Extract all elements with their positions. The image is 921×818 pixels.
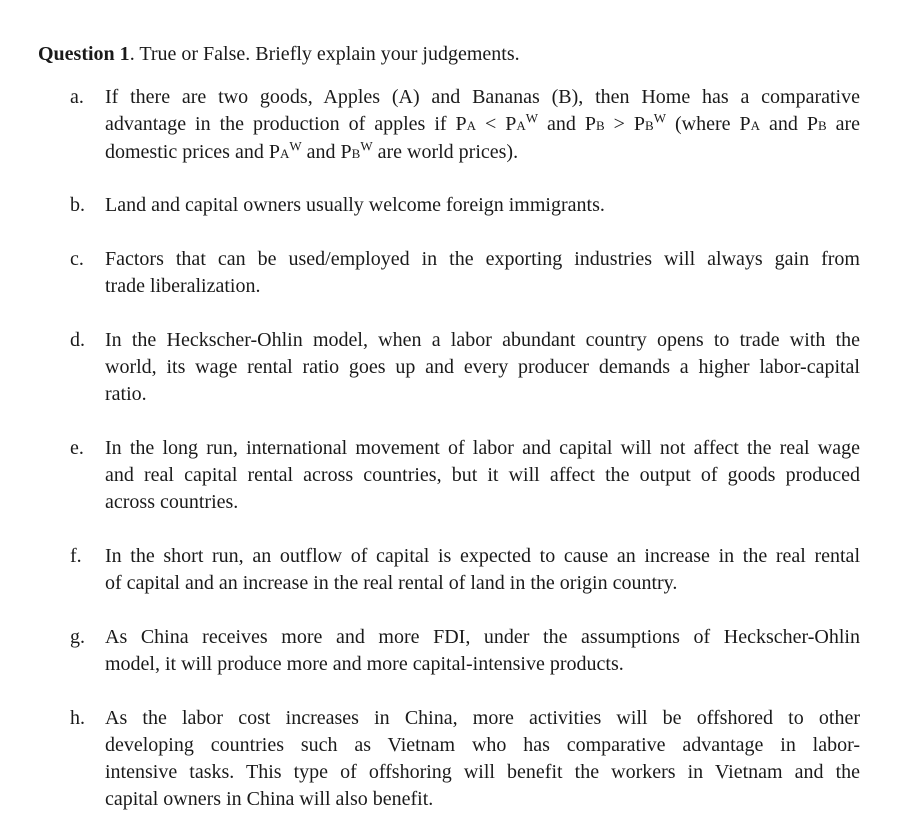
item-letter: a. bbox=[70, 86, 84, 108]
item-text bbox=[105, 327, 860, 408]
item-letter: e. bbox=[70, 437, 84, 459]
item-letter: h. bbox=[70, 707, 85, 729]
item-line: ratio. bbox=[105, 383, 147, 405]
text-run: < P bbox=[476, 113, 517, 135]
subscript: B bbox=[645, 118, 654, 133]
item-line: capital owners in China will also benefit. bbox=[105, 788, 434, 810]
item-letter: g. bbox=[70, 626, 85, 648]
item-line: In the short run, an outflow of capital is expected to cause an increase in the real rental bbox=[105, 545, 860, 567]
text-run: (where P bbox=[666, 113, 751, 135]
item-line: across countries. bbox=[105, 491, 239, 513]
item-line: trade liberalization. bbox=[105, 275, 261, 297]
text-run: and P bbox=[759, 113, 818, 135]
item-line: intensive tasks. This type of offshoring will benefit the workers in Vietnam and the bbox=[105, 761, 860, 783]
item-text bbox=[105, 624, 860, 678]
item-line bbox=[105, 139, 860, 167]
question-item-g bbox=[70, 624, 860, 678]
subscript: A bbox=[279, 146, 290, 161]
item-letter: d. bbox=[70, 329, 85, 351]
text-run: > P bbox=[604, 113, 646, 135]
item-line: world, its wage rental ratio goes up and every producer demands a higher labor-capital bbox=[105, 356, 860, 378]
item-line: developing countries such as Vietnam who has comparative advantage in labor- bbox=[105, 734, 860, 756]
text-run: domestic prices and P bbox=[105, 141, 280, 163]
subscript: B bbox=[351, 146, 361, 161]
item-text bbox=[105, 192, 860, 219]
item-line: In the long run, international movement of labor and capital will not affect the real wage bbox=[105, 437, 860, 459]
subscript: A bbox=[516, 118, 526, 133]
question-item-a bbox=[70, 84, 860, 167]
text-run: advantage in the production of apples if P bbox=[105, 113, 467, 135]
question-item-b bbox=[70, 192, 860, 219]
item-line: of capital and an increase in the real rental of land in the origin country. bbox=[105, 572, 678, 594]
text-run: are world prices). bbox=[372, 141, 519, 163]
subscript: A bbox=[750, 118, 760, 133]
item-line: Factors that can be used/employed in the exporting industries will always gain from bbox=[105, 248, 860, 270]
question-item-f bbox=[70, 543, 860, 597]
item-text bbox=[105, 705, 860, 813]
item-letter: b. bbox=[70, 194, 85, 216]
item-line bbox=[105, 111, 860, 139]
item-line: model, it will produce more and more capital-intensive products. bbox=[105, 653, 624, 675]
question-instruction: . True or False. Briefly explain your judgements. bbox=[129, 43, 520, 65]
item-text bbox=[105, 246, 860, 300]
question-label: Question 1 bbox=[38, 43, 130, 65]
item-line: and real capital rental across countries, but it will affect the output of goods produced bbox=[105, 464, 860, 486]
item-text bbox=[105, 84, 860, 167]
question-heading bbox=[38, 41, 520, 68]
text-run: and P bbox=[538, 113, 597, 135]
item-letter: f. bbox=[70, 545, 82, 567]
item-line: As China receives more and more FDI, under the assumptions of Heckscher-Ohlin bbox=[105, 626, 860, 648]
subscript: B bbox=[596, 118, 605, 133]
item-line: If there are two goods, Apples (A) and Bananas (B), then Home has a comparative bbox=[105, 86, 860, 108]
superscript: W bbox=[653, 110, 666, 126]
superscript: W bbox=[525, 110, 539, 126]
text-run: and P bbox=[301, 141, 352, 163]
item-letter: c. bbox=[70, 248, 84, 270]
item-text bbox=[105, 543, 860, 597]
text-run: are bbox=[826, 113, 860, 135]
item-text bbox=[105, 435, 860, 516]
subscript: B bbox=[817, 118, 827, 133]
question-item-c bbox=[70, 246, 860, 300]
question-item-h bbox=[70, 705, 860, 813]
superscript: W bbox=[360, 138, 373, 154]
item-line: As the labor cost increases in China, more activities will be offshored to other bbox=[105, 707, 860, 729]
superscript: W bbox=[289, 138, 302, 154]
item-line: Land and capital owners usually welcome foreign immigrants. bbox=[105, 194, 605, 216]
item-line: In the Heckscher-Ohlin model, when a labor abundant country opens to trade with the bbox=[105, 329, 860, 351]
subscript: A bbox=[466, 118, 477, 133]
question-item-d bbox=[70, 327, 860, 408]
question-item-e bbox=[70, 435, 860, 516]
